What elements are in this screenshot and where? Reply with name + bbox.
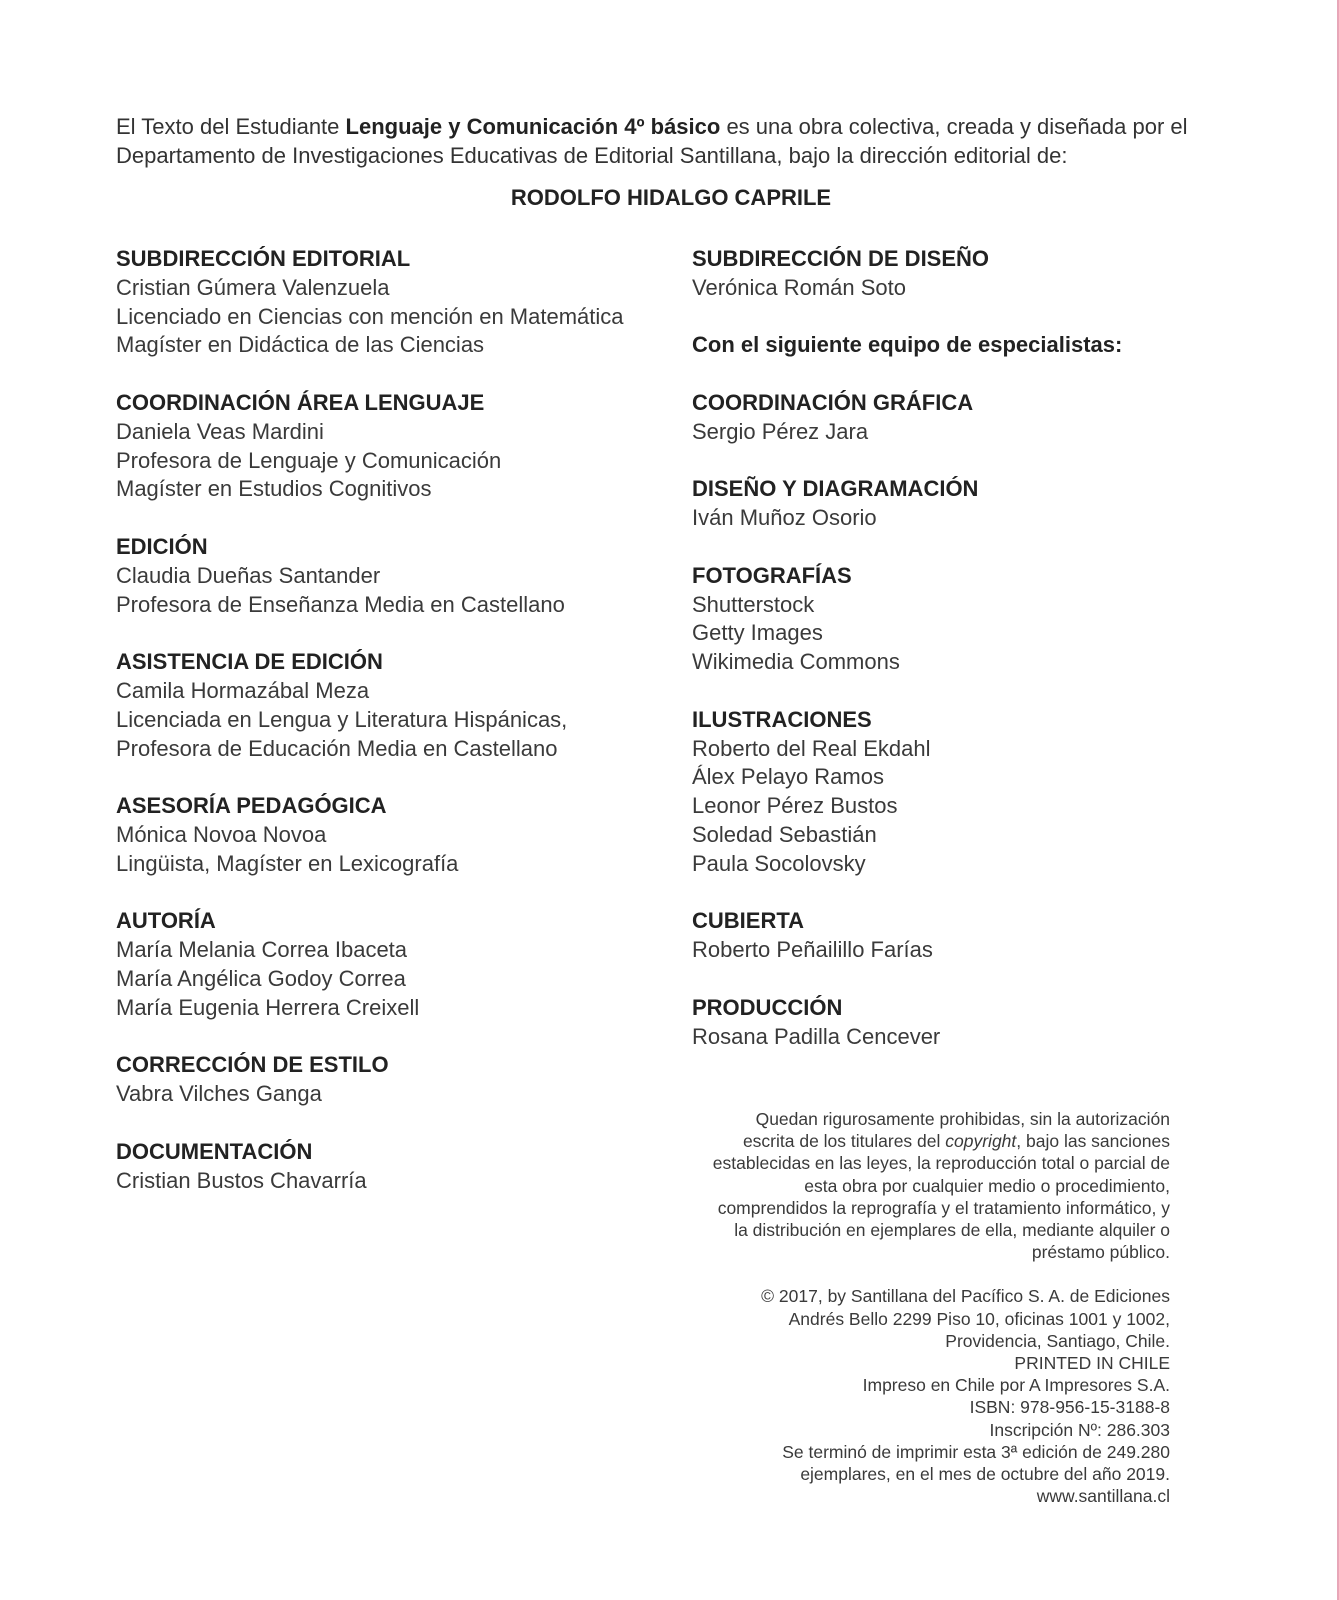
section-line: Soledad Sebastián <box>692 821 877 847</box>
imprint-line: ISBN: 978-956-15-3188-8 <box>969 1397 1170 1418</box>
section-line: María Angélica Godoy Correa <box>116 965 406 991</box>
team-intro: Con el siguiente equipo de especialistas: <box>692 332 1123 358</box>
section-line: María Melania Correa Ibaceta <box>116 937 408 963</box>
legal-block <box>700 1108 1170 1507</box>
notice-italic: copyright <box>945 1131 1017 1152</box>
credit-section <box>116 245 676 360</box>
section-line: Mónica Novoa Novoa <box>116 821 327 847</box>
section-line: Daniela Veas Mardini <box>116 418 324 444</box>
section-heading: DISEÑO Y DIAGRAMACIÓN <box>692 476 979 502</box>
imprint-line: Se terminó de imprimir esta 3ª edición de 249.280 <box>782 1441 1170 1462</box>
credit-section <box>116 533 676 619</box>
section-heading: CUBIERTA <box>692 908 805 934</box>
imprint-line: Inscripción Nº: 286.303 <box>989 1419 1170 1440</box>
section-line: María Eugenia Herrera Creixell <box>116 994 420 1020</box>
section-line: Cristian Bustos Chavarría <box>116 1167 367 1193</box>
section-heading: DOCUMENTACIÓN <box>116 1138 313 1164</box>
section-line: Roberto del Real Ekdahl <box>692 735 931 761</box>
right-sections <box>692 389 1252 1051</box>
section-line: Getty Images <box>692 620 823 646</box>
section-line: Vabra Vilches Ganga <box>116 1081 322 1107</box>
imprint-line: Impreso en Chile por A Impresores S.A. <box>862 1375 1170 1396</box>
credit-section <box>116 389 676 504</box>
section-heading: COORDINACIÓN GRÁFICA <box>692 389 974 415</box>
section-heading: AUTORÍA <box>116 908 216 934</box>
imprint-line: Andrés Bello 2299 Piso 10, oficinas 1001 y 1002, <box>788 1308 1170 1329</box>
section-heading: SUBDIRECCIÓN EDITORIAL <box>116 246 411 271</box>
credit-section <box>692 389 1252 447</box>
imprint-line: www.santillana.cl <box>1036 1486 1170 1507</box>
section-heading: EDICIÓN <box>116 533 208 559</box>
section-line: Roberto Peñailillo Farías <box>692 937 933 963</box>
section-line: Profesora de Educación Media en Castellano <box>116 735 558 761</box>
section-heading: COORDINACIÓN ÁREA LENGUAJE <box>116 389 485 415</box>
section-line: Lingüista, Magíster en Lexicografía <box>116 850 459 876</box>
section-line: Magíster en Didáctica de las Ciencias <box>116 332 485 358</box>
section-line: Wikimedia Commons <box>692 649 900 675</box>
notice-post: , bajo las sanciones establecidas en las leyes, la reproducción total o parcial de esta obra por cualquier medio o procedimiento, comprendidos la reprografía y el tratamiento informático, y la distribución en ejemplares de ella, mediante alquiler o préstamo público. <box>712 1131 1170 1263</box>
credit-section <box>692 994 1252 1052</box>
section-heading: SUBDIRECCIÓN DE DISEÑO <box>692 246 990 271</box>
section-line: Profesora de Lenguaje y Comunicación <box>116 447 502 473</box>
section-line: Camila Hormazábal Meza <box>116 677 370 703</box>
imprint-line: © 2017, by Santillana del Pacífico S. A. de Ediciones <box>761 1286 1170 1307</box>
credit-section <box>692 706 1252 879</box>
notice-pre: Quedan rigurosamente prohibidas, sin la autorización escrita de los titulares del <box>742 1109 1170 1152</box>
section-line: Paula Socolovsky <box>692 850 866 876</box>
section-line: Licenciada en Lengua y Literatura Hispánicas, <box>116 706 568 732</box>
section-line: Rosana Padilla Cencever <box>692 1023 941 1049</box>
intro-paragraph <box>116 112 1226 170</box>
left-credits-column <box>116 245 676 1224</box>
credit-section <box>116 792 676 878</box>
section-heading: ASISTENCIA DE EDICIÓN <box>116 649 383 675</box>
editorial-director: RODOLFO HIDALGO CAPRILE <box>510 185 832 210</box>
imprint-line: Providencia, Santiago, Chile. <box>945 1330 1170 1351</box>
imprint-block <box>700 1285 1170 1507</box>
credit-section <box>692 562 1252 677</box>
section-line: Profesora de Enseñanza Media en Castellano <box>116 591 565 617</box>
credit-section <box>692 475 1252 533</box>
section-line: Verónica Román Soto <box>692 274 907 300</box>
credit-section <box>116 1051 676 1109</box>
section-line: Claudia Dueñas Santander <box>116 562 381 588</box>
imprint-line: PRINTED IN CHILE <box>1014 1353 1170 1374</box>
section-line: Iván Muñoz Osorio <box>692 505 877 531</box>
section-line: Shutterstock <box>692 591 815 617</box>
credit-section <box>116 648 676 763</box>
right-credits-column <box>692 245 1252 1080</box>
credit-section <box>692 245 1252 303</box>
section-line: Cristian Gúmera Valenzuela <box>116 274 390 300</box>
section-line: Licenciado en Ciencias con mención en Matemática <box>116 303 624 329</box>
intro-book-title: Lenguaje y Comunicación 4º básico <box>345 114 721 139</box>
imprint-line: ejemplares, en el mes de octubre del año 2019. <box>800 1464 1170 1485</box>
intro-prefix: El Texto del Estudiante <box>116 114 346 139</box>
section-heading: FOTOGRAFÍAS <box>692 562 852 588</box>
copyright-notice <box>700 1108 1170 1263</box>
section-line: Leonor Pérez Bustos <box>692 793 898 819</box>
section-line: Sergio Pérez Jara <box>692 418 869 444</box>
section-line: Álex Pelayo Ramos <box>692 764 884 790</box>
section-heading: CORRECCIÓN DE ESTILO <box>116 1052 389 1078</box>
section-heading: ILUSTRACIONES <box>692 706 872 732</box>
section-heading: PRODUCCIÓN <box>692 994 843 1020</box>
section-heading: ASESORÍA PEDAGÓGICA <box>116 793 387 819</box>
credit-section <box>692 907 1252 965</box>
intro-suffix: es una obra colectiva, creada y diseñada por el Departamento de Investigaciones Educativas de Editorial Santillana, bajo la dirección editorial de: <box>116 114 1188 168</box>
section-line: Magíster en Estudios Cognitivos <box>116 476 432 502</box>
credit-section <box>116 907 676 1022</box>
credit-section <box>116 1138 676 1196</box>
